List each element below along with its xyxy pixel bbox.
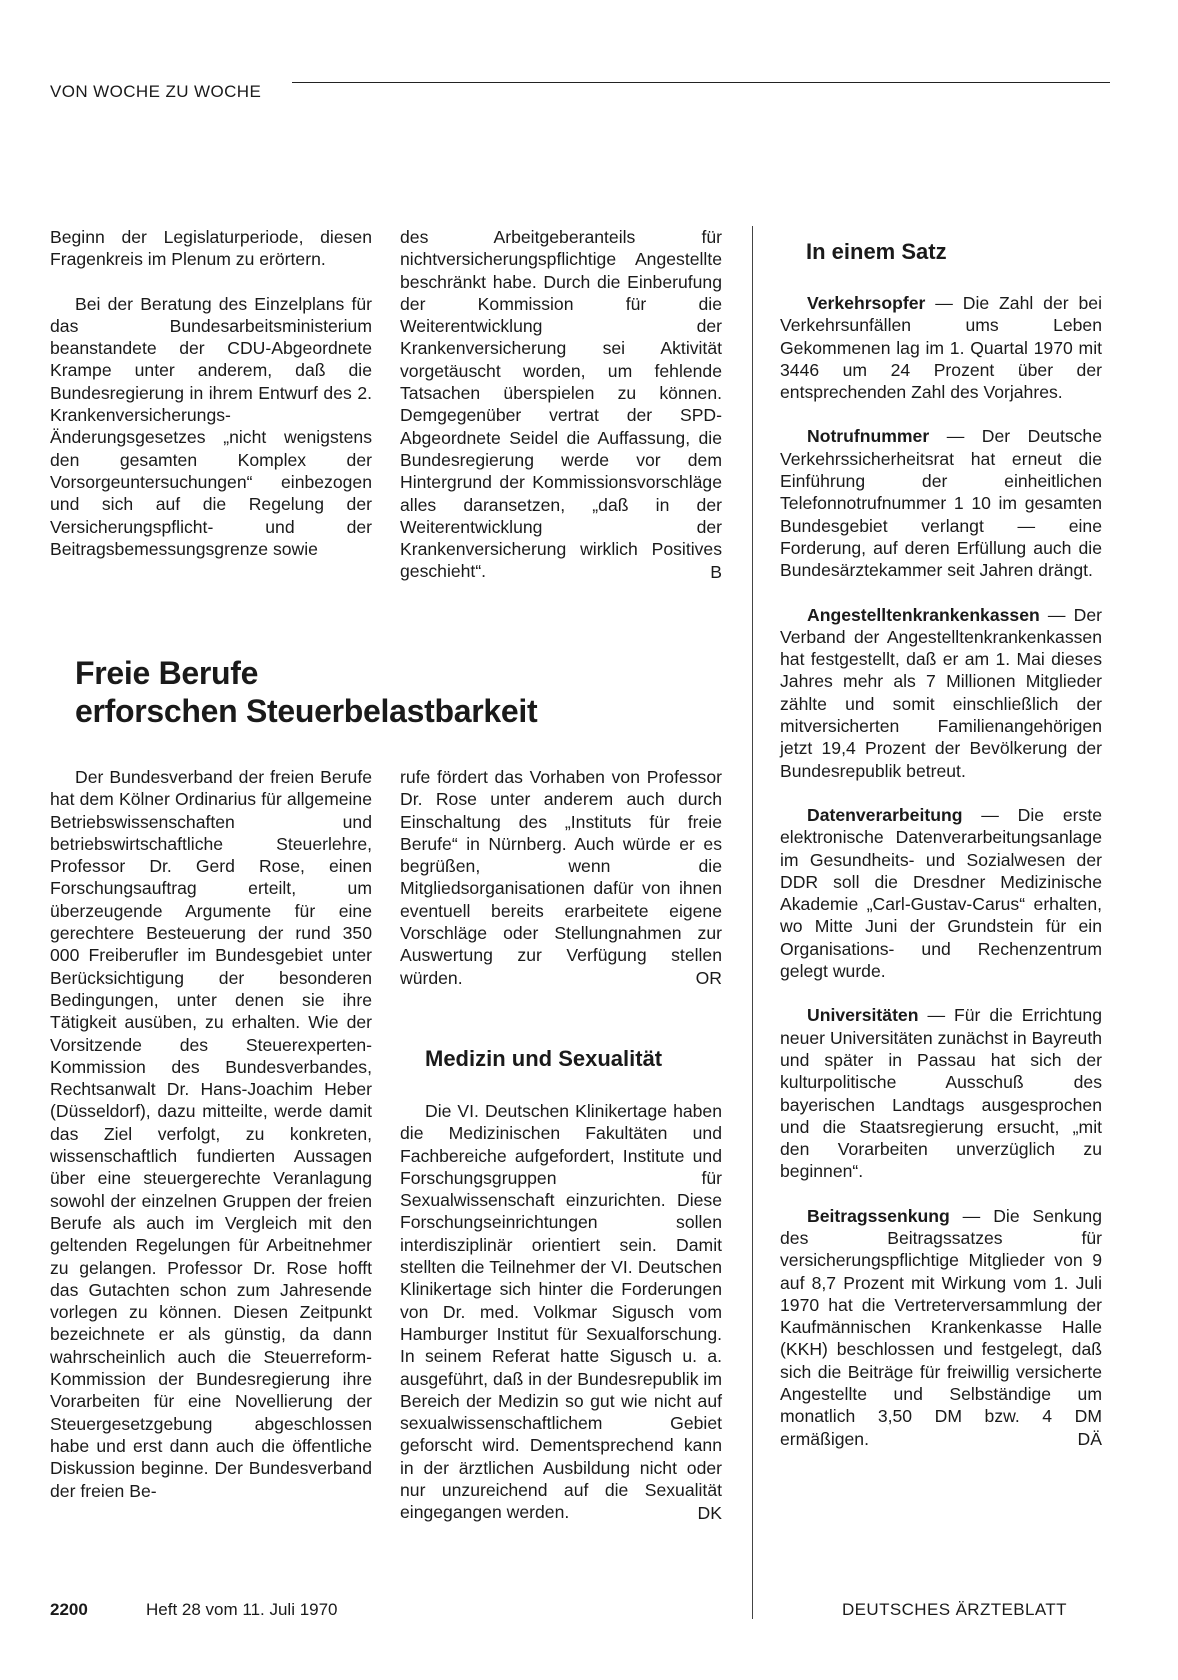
satz-item-text: — Für die Errichtung neuer Universitäten zunächst in Bayreuth und später in Passau hat sich der kulturpolitische Ausschuß des bayerischen Landtags ausgesprochen und die Staatsregierung ersucht, „mit den Vorarbeiten unverzüglich zu beginnen“. <box>780 1005 1102 1182</box>
satz-item-datenverarbeitung <box>780 804 1102 982</box>
satz-item-text: — Die erste elektronische Datenverarbeitungsanlage im Gesundheits- und Sozialwesen der DDR soll die Dresdner Medizinische Akademie „Carl-Gustav-Carus“ erhalten, wo Mitte Juni der Grundstein für ein Organisations- und Rechenzentrum gelegt wurde. <box>780 804 1102 982</box>
in-einem-satz-heading: In einem Satz <box>806 239 947 264</box>
satz-item-lead: Angestelltenkrankenkassen <box>807 604 1040 625</box>
article3-signoff: DK <box>697 1502 722 1523</box>
article2-col1 <box>50 766 372 1502</box>
article2-signoff: OR <box>695 967 722 988</box>
satz-item-beitragssenkung <box>780 1205 1102 1450</box>
article2-headline-line1: Freie Berufe <box>75 655 259 691</box>
running-head <box>50 70 1110 100</box>
satz-item-universitaeten <box>780 1004 1102 1182</box>
satz-item-lead: Beitragssenkung <box>807 1205 950 1226</box>
article2-headline-line2: erforschen Steuerbelastbarkeit <box>75 693 538 729</box>
running-head-rule <box>292 82 1110 83</box>
issue-line: Heft 28 vom 11. Juli 1970 <box>146 1600 338 1619</box>
article1-col1-p2: Bei der Beratung des Einzelplans für das Bundesarbeitsministerium beanstandete der CDU-Abgeordnete Krampe unter anderem, daß die Bundesregierung in ihrem Entwurf des 2. Krankenversicherungs-Änderungsgesetzes „nicht wenigstens den gesamten Komplex der Vorsorgeuntersuchungen“ einbezogen und sich auf die Regelung der Versicherungspflicht- und der Beitragsbemessungsgrenze sowie <box>50 293 372 559</box>
article2-col1-text: Der Bundesverband der freien Berufe hat dem Kölner Ordinarius für allgemeine Betriebswissenschaften und betriebswirtschaftliche Steuerlehre, Professor Dr. Gerd Rose, einen Forschungsauftrag erteilt, um überzeugende Argumente für eine gerechtere Besteuerung der rund 350 000 Freiberufler im Bundesgebiet unter Berücksichtigung der besonderen Bedingungen, unter denen sie ihre Tätigkeit ausüben, zu erhalten. Wie der Vorsitzende des Steuerexperten-Kommission des Bundesverbandes, Rechtsanwalt Dr. Hans-Joachim Heber (Düsseldorf), dazu mitteilte, werde damit das Ziel verfolgt, zu konkreten, wissenschaftlich fundierten Aussagen über eine steuergerechte Veranlagung sowohl der einzelnen Gruppen der freien Berufe als auch im Vergleich mit den geltenden Regelungen für Arbeitnehmer zu gelangen. Professor Dr. Rose hofft das Gutachten schon zum Jahresende vorlegen zu können. Diesen Zeitpunkt bezeichnete er als günstig, da dann wahrscheinlich auch die Steuerreform-Kommission der Bundesregierung ihre Vorarbeiten für eine Novellierung der Steuergesetzgebung abgeschlossen habe und erst dann auch die öffentliche Diskussion beginne. Der Bundesverband der freien Be- <box>50 767 372 1501</box>
in-einem-satz-signoff: DÄ <box>1077 1428 1102 1449</box>
publication-name: DEUTSCHES ÄRZTEBLATT <box>842 1600 1067 1619</box>
satz-item-text: — Die Zahl der bei Verkehrsunfällen ums Leben Gekommenen lag im 1. Quartal 1970 mit 3446 um 24 Prozent über der entsprechenden Zahl des Vorjahres. <box>780 293 1102 403</box>
column-divider <box>752 226 753 1619</box>
page-number: 2200 <box>50 1600 88 1619</box>
article1-col1-p1: Beginn der Legislaturperiode, diesen Fragenkreis im Plenum zu erörtern. <box>50 227 372 270</box>
article2-col2-text: rufe fördert das Vorhaben von Professor Dr. Rose unter anderem auch durch Einschaltung des „Instituts für freie Berufe“ in Nürnberg. Auch würde er es begrüßen, wenn die Mitgliedsorganisationen dafür von ihnen eventuell bereits erarbeitete eigene Vorschläge oder Stellungnahmen zur Auswertung zur Verfügung stellen würden. <box>400 767 722 988</box>
satz-item-text: — Die Senkung des Beitragssatzes für versicherungspflichtige Mitglieder von 9 auf 8,7 Prozent mit Wirkung vom 1. Juli 1970 hat die Vertreterversammlung der Kaufmännischen Krankenkasse Halle (KKH) beschlossen und festgelegt, daß sich die Beiträge für freiwillig versicherte Angestellte und Selbständige um monatlich 3,50 DM bzw. 4 DM ermäßigen. <box>780 1205 1102 1449</box>
satz-item-angestelltenkrankenkassen <box>780 604 1102 782</box>
article1-col2 <box>400 226 722 583</box>
article3-body <box>400 1100 722 1524</box>
running-head-title: VON WOCHE ZU WOCHE <box>50 82 262 101</box>
satz-item-lead: Datenverarbeitung <box>807 804 963 825</box>
article2-headline <box>75 654 537 730</box>
satz-item-text: — Der Verband der Angestelltenkrankenkassen hat festgestellt, daß er am 1. Mai dieses Jahres mehr als 7 Millionen Mitglieder zählte und somit einschließlich der mitversicherten Familienangehörigen jetzt 19,4 Prozent der Bevölkerung der Bundesrepublik betreut. <box>780 604 1102 781</box>
article3-headline: Medizin und Sexualität <box>425 1046 663 1071</box>
satz-item-verkehrsopfer <box>780 292 1102 403</box>
article1-signoff: B <box>710 561 722 582</box>
article3-text: Die VI. Deutschen Klinikertage haben die Medizinischen Fakultäten und Fachbereiche aufgefordert, Institute und Forschungsgruppen für Sexualwissenschaft einzurichten. Diese Forschungseinrichtungen sollen interdisziplinär orientiert sein. Damit stellten die Teilnehmer der VI. Deutschen Klinikertage sich hinter die Forderungen von Dr. med. Volkmar Sigusch vom Hamburger Institut für Sexualforschung. In seinem Referat hatte Sigusch u. a. ausgeführt, daß in der Bundesrepublik im Bereich der Medizin so gut wie nicht auf sexualwissenschaftlichem Gebiet geforscht wird. Dementsprechend kann in der ärztlichen Ausbildung nicht oder nur unzureichend auf die Sexualität eingegangen werden. <box>400 1101 722 1523</box>
satz-item-notrufnummer <box>780 425 1102 581</box>
satz-item-lead: Verkehrsopfer <box>807 293 926 313</box>
in-einem-satz-list <box>780 292 1102 1450</box>
article1-col2-text: des Arbeitgeberanteils für nichtversicherungspflichtige Angestellte beschränkt habe. Durch die Einberufung der Kommission für die Weiterentwicklung der Krankenversicherung sei Aktivität vorgetäuscht worden, um fehlende Tatsachen überspielen zu können. Demgegenüber vertrat der SPD-Abgeordnete Seidel die Auffassung, die Bundesregierung werde vor dem Hintergrund der Kommissionsvorschläge alles daransetzen, „daß in der Weiterentwicklung der Krankenversicherung wirklich Positives geschieht“. <box>400 227 722 582</box>
article2-col2 <box>400 766 722 989</box>
satz-item-lead: Notrufnummer <box>807 426 930 447</box>
satz-item-text: — Der Deutsche Verkehrssicherheitsrat hat erneut die Einführung der einheitlichen Telefonnotrufnummer 1 10 im gesamten Bundesgebiet verlangt — eine Forderung, auf deren Erfüllung auch die Bundesärztekammer seit Jahren drängt. <box>780 426 1102 581</box>
satz-item-lead: Universitäten <box>807 1005 919 1026</box>
article1-col1 <box>50 226 372 560</box>
